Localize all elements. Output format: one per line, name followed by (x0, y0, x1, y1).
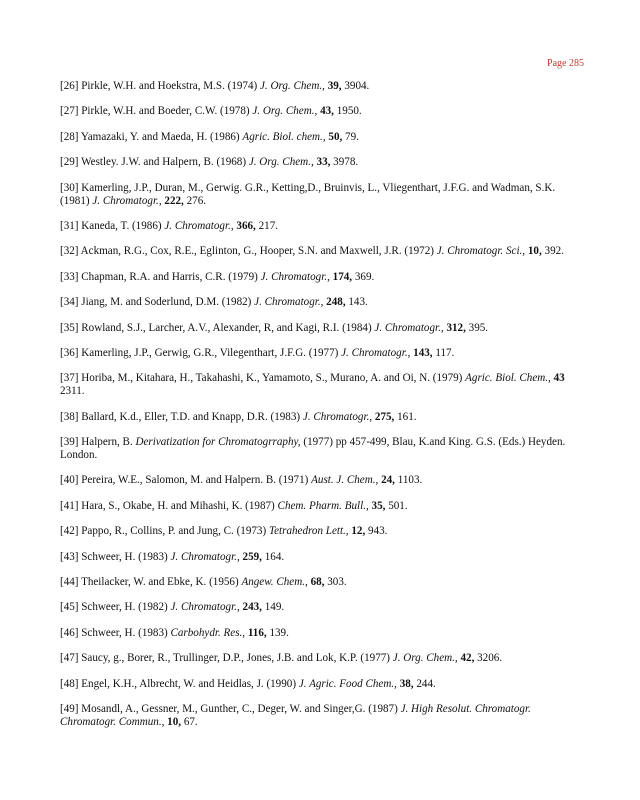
reference-volume: 243, (242, 601, 262, 614)
reference-item (60, 182, 580, 208)
reference-volume: 174, (332, 270, 353, 283)
reference-item (60, 347, 580, 360)
reference-pages: 1950. (336, 105, 362, 118)
reference-item (60, 322, 580, 335)
reference-number: [34] (60, 296, 79, 309)
reference-volume: 259, (242, 550, 262, 563)
reference-pages: 1103. (397, 474, 423, 487)
reference-volume: 312, (446, 321, 466, 334)
reference-volume: 42, (460, 652, 475, 665)
reference-authors: Halpern, B. (81, 436, 133, 449)
reference-journal: J. Org. Chem., (252, 105, 318, 118)
reference-authors: Saucy, g., Borer, R., Trullinger, D.P., Jones, J.B. and Lok, K.P. (1977) (81, 652, 390, 665)
reference-item (60, 576, 580, 589)
reference-item (60, 296, 580, 309)
reference-journal: J. Chromatogr., (302, 410, 373, 423)
reference-pages: 143. (348, 296, 368, 309)
reference-pages: 161. (397, 410, 417, 423)
reference-pages: 501. (388, 499, 408, 512)
reference-journal: J. Chromatogr., (260, 270, 330, 283)
reference-journal: J. Chromatogr., (254, 296, 324, 309)
reference-number: [42] (60, 525, 79, 538)
reference-authors: Schweer, H. (1983) (81, 550, 168, 563)
reference-authors: Pirkle, W.H. and Hoekstra, M.S. (1974) (81, 80, 258, 92)
reference-authors: Horiba, M., Kitahara, H., Takahashi, K., Yamamoto, S., Murano, A. and Oi, N. (1979) (81, 372, 463, 385)
reference-volume: 68, (310, 576, 325, 589)
reference-authors: Mosandl, A., Gessner, M., Gunther, C., Deger, W. and Singer,G. (1987) (81, 702, 398, 715)
reference-volume: 39, (327, 80, 342, 92)
reference-authors: Ackman, R.G., Cox, R.E., Eglinton, G., Hooper, S.N. and Maxwell, J.R. (1972) (80, 245, 434, 258)
reference-journal: Agric. Biol. chem., (242, 130, 326, 143)
reference-authors: Kamerling, J.P., Duran, M., Gerwig. G.R., Ketting,D., Bruinvis, L., Vliegenthart, J.F.G. and Wadman, S.K. (1981) (60, 181, 556, 207)
reference-authors: Hara, S., Okabe, H. and Mihashi, K. (1987) (81, 499, 275, 512)
reference-volume: 222, (164, 194, 184, 207)
reference-journal: Angew. Chem., (241, 576, 308, 589)
reference-authors: Chapman, R.A. and Harris, C.R. (1979) (81, 270, 258, 283)
reference-pages: 2311. (60, 385, 85, 398)
reference-pages: 303. (327, 576, 347, 589)
reference-authors: Engel, K.H., Albrecht, W. and Heidlas, J. (1990) (81, 677, 297, 690)
reference-journal: J. Chromatogr., (164, 219, 234, 232)
reference-number: [47] (60, 652, 79, 665)
reference-pages: 395. (468, 321, 489, 334)
reference-volume: 275, (374, 410, 395, 423)
reference-authors: Rowland, S.J., Larcher, A.V., Alexander, R, and Kagi, R.I. (1984) (81, 321, 372, 334)
reference-number: [43] (60, 550, 79, 563)
reference-number: [39] (60, 436, 79, 449)
reference-journal: J. Chromatogr., (170, 601, 240, 614)
reference-number: [35] (60, 321, 79, 334)
reference-number: [33] (60, 270, 79, 283)
reference-number: [30] (60, 181, 79, 194)
reference-volume: 33, (316, 156, 331, 169)
reference-pages: 3206. (477, 652, 503, 665)
reference-item (60, 551, 580, 564)
reference-number: [27] (60, 105, 79, 118)
reference-item (60, 474, 580, 487)
reference-number: [44] (60, 576, 79, 589)
reference-authors: Pirkle, W.H. and Boeder, C.W. (1978) (81, 105, 250, 118)
reference-number: [36] (60, 346, 79, 359)
reference-item (60, 678, 580, 691)
reference-number: [28] (60, 130, 79, 143)
reference-journal: J. Org. Chem., (392, 652, 458, 665)
reference-journal: Tetrahedron Lett., (268, 525, 349, 538)
reference-list (60, 80, 580, 741)
reference-journal: J. Org. Chem., (260, 80, 325, 92)
reference-authors: Yamazaki, Y. and Maeda, H. (1986) (80, 130, 240, 143)
reference-journal: J. Chromatogr., (92, 194, 162, 207)
reference-authors: Jiang, M. and Soderlund, D.M. (1982) (81, 296, 252, 309)
reference-number: [40] (60, 474, 79, 487)
reference-journal: J. Chromatogr. Sci., (436, 245, 526, 258)
reference-number: [48] (60, 677, 79, 690)
reference-journal: J. High Resolut. Chromatogr. Chromatogr. Commun., (60, 702, 531, 728)
reference-pages: 217. (258, 219, 279, 232)
reference-pages: 369. (354, 270, 375, 283)
reference-item (60, 627, 580, 640)
reference-item (60, 652, 580, 665)
reference-volume: 10, (527, 245, 542, 258)
reference-pages: 79. (345, 130, 359, 143)
reference-journal: J. Chromatogr., (341, 346, 411, 359)
reference-journal: J. Chromatogr., (374, 321, 444, 334)
reference-volume: 143, (413, 346, 433, 359)
reference-journal: Chem. Pharm. Bull., (277, 499, 369, 512)
reference-pages: 392. (544, 245, 564, 258)
reference-journal: Derivatization for Chromatogrraphy, (135, 436, 301, 449)
reference-pages: 139. (269, 626, 289, 639)
reference-number: [45] (60, 601, 79, 614)
reference-pages: 117. (435, 346, 455, 359)
reference-volume: 10, (167, 715, 182, 728)
reference-number: [29] (60, 156, 79, 169)
reference-volume: 35, (371, 499, 386, 512)
reference-volume: 366, (236, 219, 256, 232)
reference-item (60, 271, 580, 284)
reference-volume: 43 (553, 372, 565, 385)
reference-item (60, 80, 580, 93)
reference-item (60, 245, 580, 258)
reference-authors: Pereira, W.E., Salomon, M. and Halpern. B. (1971) (81, 474, 309, 487)
reference-item (60, 220, 580, 233)
reference-number: [38] (60, 410, 79, 423)
reference-pages: 149. (264, 601, 285, 614)
reference-volume: 116, (247, 626, 267, 639)
reference-authors: Schweer, H. (1982) (81, 601, 168, 614)
reference-item (60, 601, 580, 614)
reference-item (60, 156, 580, 169)
reference-item (60, 131, 580, 144)
reference-authors: Ballard, K.d., Eller, T.D. and Knapp, D.R. (1983) (81, 410, 301, 423)
reference-number: [37] (60, 372, 79, 385)
reference-pages: 244. (416, 677, 436, 690)
reference-pages: 67. (183, 715, 198, 728)
reference-authors: Kamerling, J.P., Gerwig, G.R., Vilegenthart, J.F.G. (1977) (81, 346, 339, 359)
reference-volume: 12, (351, 525, 366, 538)
reference-journal: J. Chromatogr., (170, 550, 240, 563)
reference-pages: 164. (264, 550, 285, 563)
reference-journal: Carbohydr. Res., (170, 626, 246, 639)
reference-pages: 943. (368, 525, 388, 538)
reference-number: [26] (60, 80, 79, 92)
reference-number: [46] (60, 626, 79, 639)
reference-number: [49] (60, 702, 79, 715)
reference-pages: (1977) pp 457-499, Blau, K.and King. G.S. (Eds.) Heyden. London. (60, 436, 566, 462)
page-number: Page 285 (547, 58, 584, 69)
reference-pages: 3978. (333, 156, 359, 169)
reference-journal: Agric. Biol. Chem., (465, 372, 551, 385)
reference-item (60, 105, 580, 118)
reference-authors: Theilacker, W. and Ebke, K. (1956) (81, 576, 239, 589)
reference-pages: 3904. (344, 80, 370, 92)
reference-item (60, 436, 580, 462)
reference-volume: 248, (326, 296, 346, 309)
reference-pages: 276. (186, 194, 207, 207)
reference-volume: 38, (399, 677, 414, 690)
reference-volume: 43, (320, 105, 334, 118)
reference-authors: Kaneda, T. (1986) (81, 219, 162, 232)
reference-journal: Aust. J. Chem., (311, 474, 379, 487)
reference-journal: J. Org. Chem., (248, 156, 314, 169)
reference-number: [32] (60, 245, 79, 258)
reference-number: [31] (60, 219, 79, 232)
reference-journal: J. Agric. Food Chem., (298, 677, 397, 690)
reference-number: [41] (60, 499, 79, 512)
reference-item (60, 703, 580, 729)
reference-item (60, 411, 580, 424)
reference-volume: 50, (328, 130, 343, 143)
reference-item (60, 525, 580, 538)
reference-authors: Westley. J.W. and Halpern, B. (1968) (81, 156, 247, 169)
reference-authors: Schweer, H. (1983) (81, 626, 168, 639)
reference-authors: Pappo, R., Collins, P. and Jung, C. (1973) (81, 525, 267, 538)
reference-item (60, 372, 580, 398)
reference-volume: 24, (381, 474, 395, 487)
reference-item (60, 500, 580, 513)
